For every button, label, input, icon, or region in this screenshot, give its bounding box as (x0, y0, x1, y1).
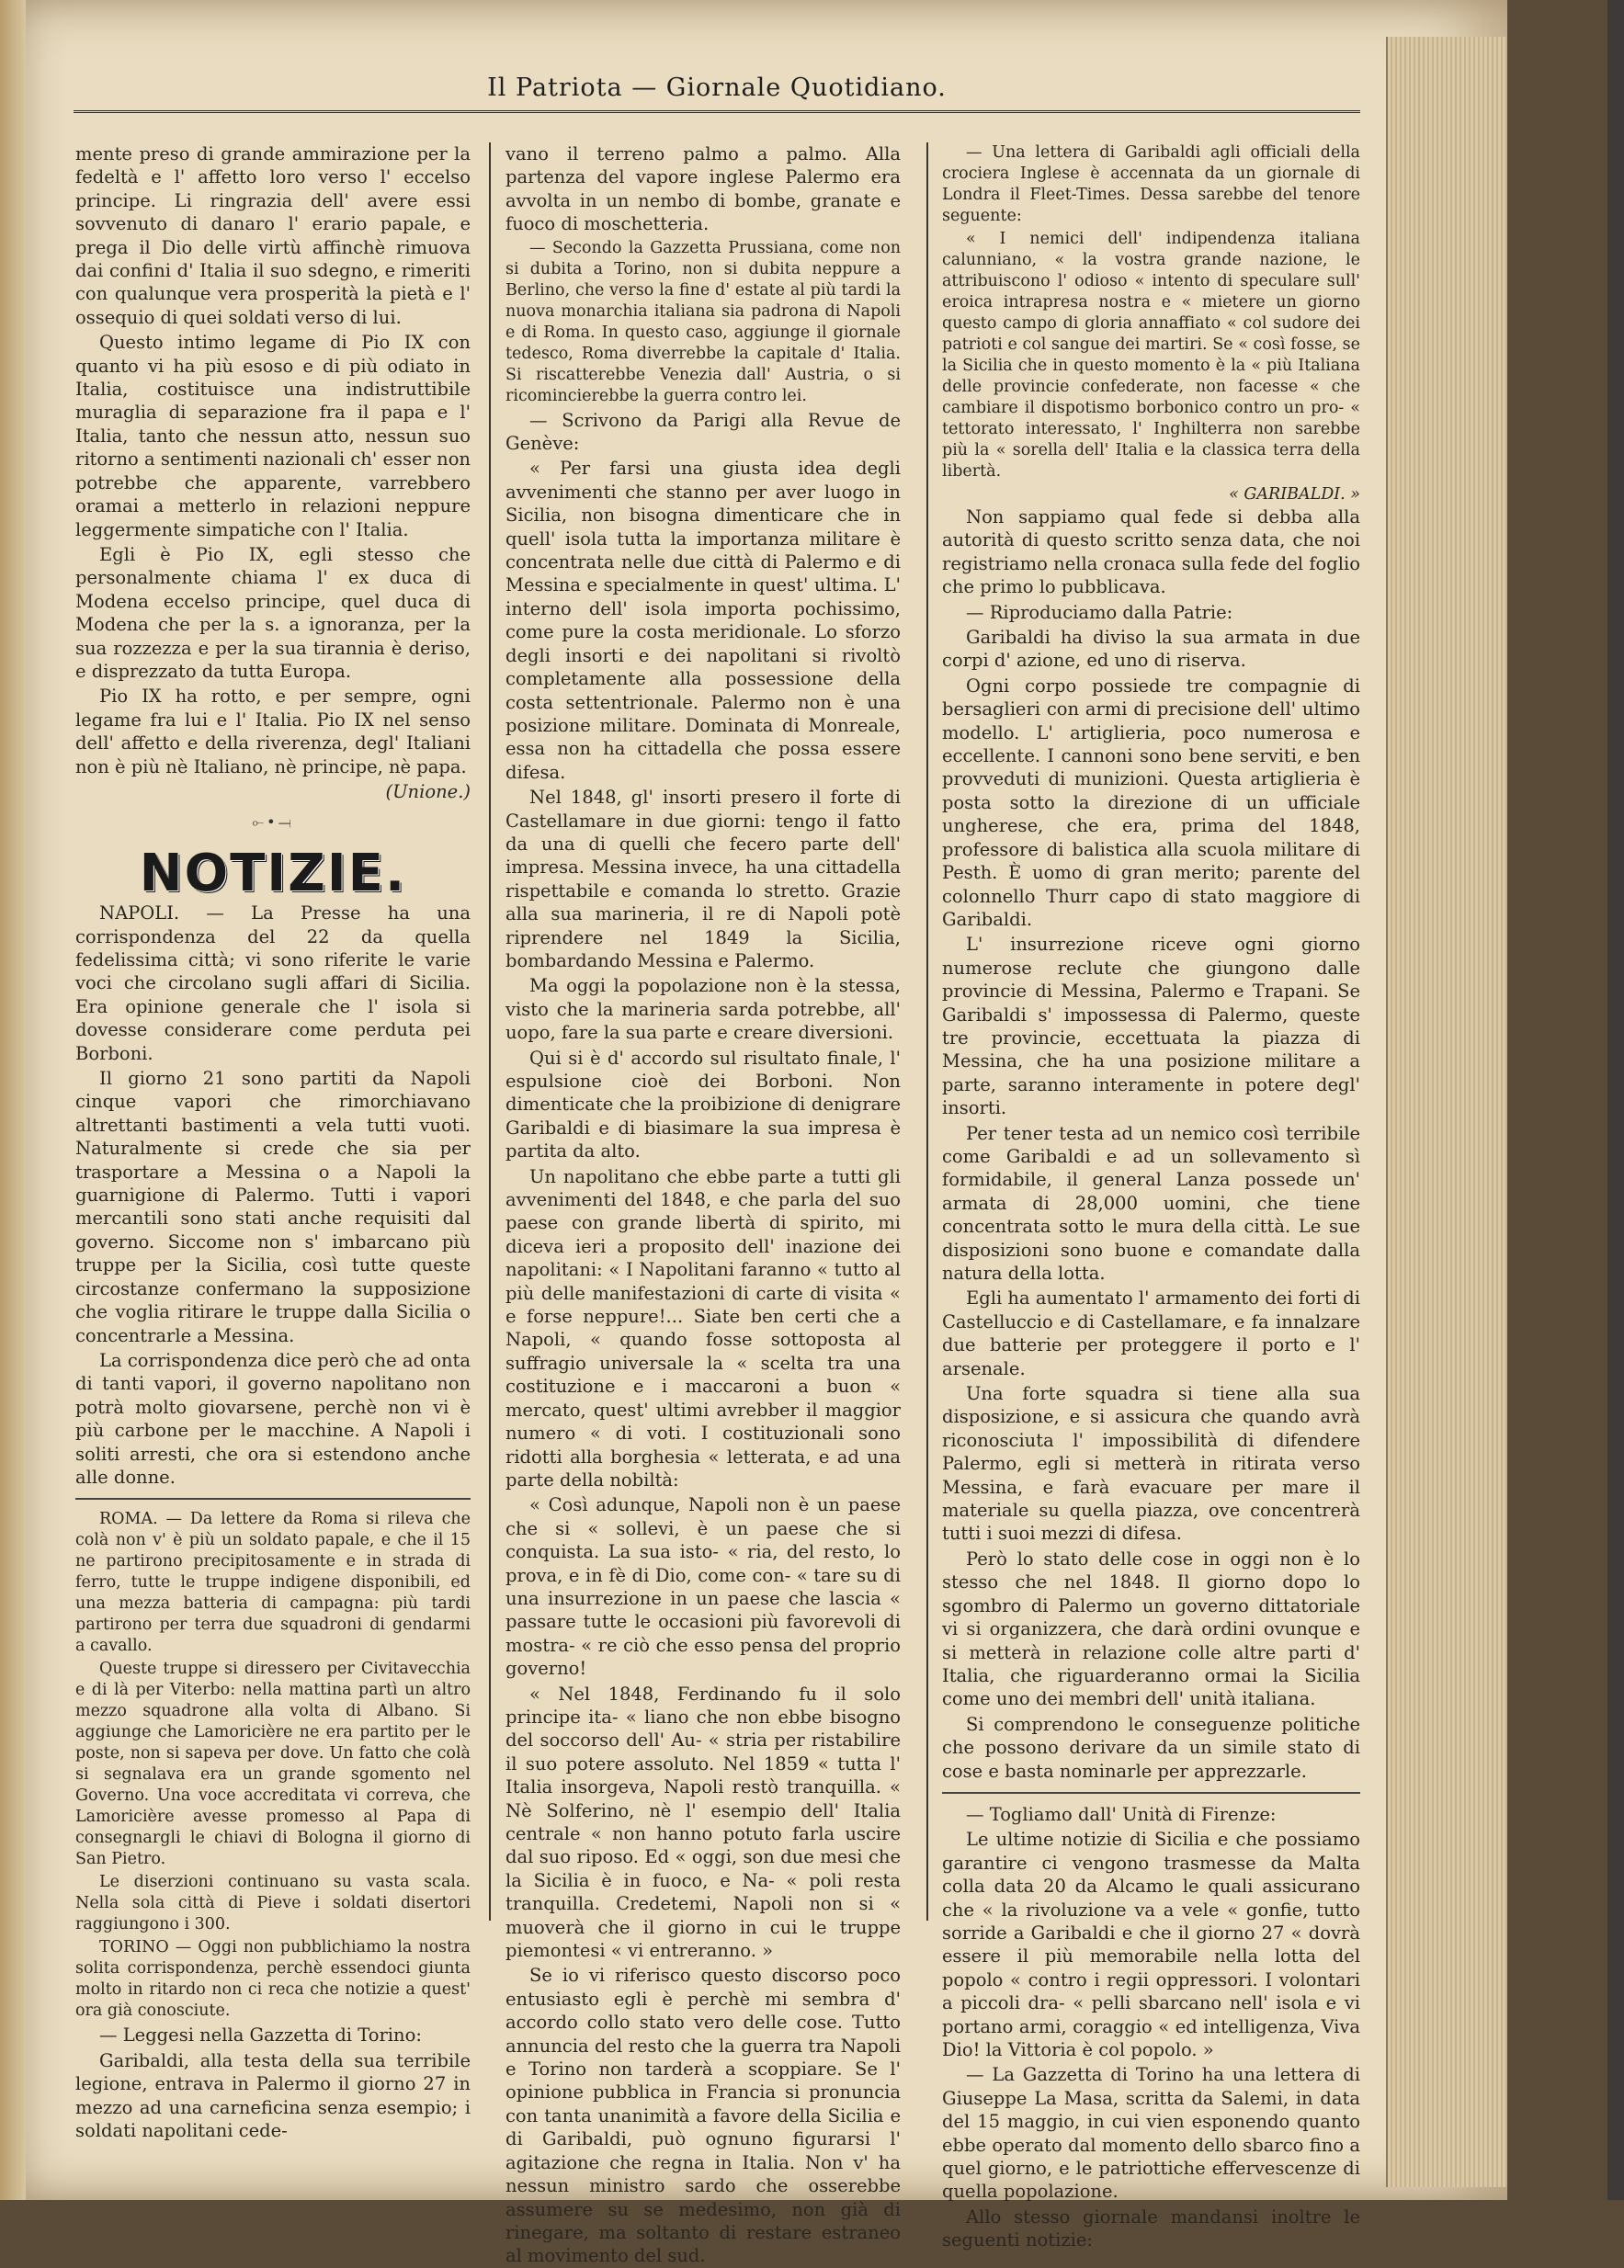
paragraph: La corrispondenza dice però che ad onta di tanti vapori, il governo napolitano non potrà molto giovarsene, perchè non vi è più carbone per le macchine. A Napoli i soliti arresti, che ora si estendono anche alle donne. (75, 1349, 471, 1488)
paragraph: Il giorno 21 sono partiti da Napoli cinque vapori che rimorchiavano altrettanti bastimenti a vela tutti vuoti. Naturalmente si crede che sia per trasportare a Messina o a Napoli la guarnigione di Palermo. Tutti i vapori mercantili sono stati anche requisiti dal governo. Siccome non s' imbarcano più truppe per la Sicilia, così tutte queste circostanze confermano la supposizione che voglia ritirare le truppe dalla Sicilia o concentrarle a Messina. (75, 1068, 471, 1346)
paragraph: ROMA. — Da lettere da Roma si rileva che colà non v' è più un soldato papale, e che il 15 ne partirono precipitosamente e in strada di ferro, tutte le truppe indigene disponibili, ed una mezza batteria di campagna: più tardi partirono per terra due squadroni di gendarmi a cavallo. (75, 1510, 471, 1656)
paragraph: — La Gazzetta di Torino ha una lettera di Giuseppe La Masa, scritta da Salemi, in data del 15 maggio, in cui vien esponendo quanto ebbe operato dal momento dello sbarco fino a quel giorno, e le patriottiche effervescenze di quella popolazione. (942, 2064, 1360, 2203)
paragraph: Allo stesso giornale mandansi inoltre le seguenti notizie: (942, 2206, 1360, 2251)
paragraph: « Così adunque, Napoli non è un paese che si « sollevi, è un paese che si conquista. La sua isto- « ria, del resto, lo prova, e in fè di Dio, come con- « tare su di una insurrezione in un paese che lascia « passare tutte le occasioni più favorevoli di mostra- « re ciò che esso pensa del proprio governo! (505, 1494, 901, 1680)
column-3 (942, 142, 1360, 2251)
paragraph: Ma oggi la popolazione non è la stessa, visto che la marineria sarda potrebbe, all' uopo, fare la sua parte e creare diversioni. (505, 975, 901, 1044)
paragraph: Però lo stato delle cose in oggi non è lo stesso che nel 1848. Il giorno dopo lo sgombro di Palermo un governo dittatoriale vi si organizzera, che darà ordini ovunque e si metterà in relazione colle altre parti d' Italia, che riguarderanno ormai la Sicilia come uno dei membri dell' unità italiana. (942, 1548, 1360, 1710)
paragraph: Un napolitano che ebbe parte a tutti gli avvenimenti del 1848, e che parla del suo paese con grande libertà di spirito, mi diceva ieri a proposito dell' inazione dei napolitani: « I Napolitani faranno « tutto al più delle manifestazioni di carte di visita « e forse neppure!... Siate ben certi che a Napoli, « quando fosse sottoposta al suffragio universale la « scelta tra una costituzione e i maccaroni a buon « mercato, quest' ultimi avrebber il maggior numero « di voti. I costituzionali sono ridotti alla borghesia « letterata, e ad una parte della nobiltà: (505, 1165, 901, 1491)
paragraph: Garibaldi ha diviso la sua armata in due corpi d' azione, ed uno di riserva. (942, 627, 1360, 672)
column-divider (926, 142, 928, 1921)
section-heading: NOTIZIE. (139, 843, 407, 903)
paragraph: Una forte squadra si tiene alla sua disposizione, e si assicura che quando avrà riconosciuta l' impossibilità di difendere Palermo, egli si metterà in ritirata verso Messina, e farà evacuare per mare il materiale su quella piazza, ove concentrerà tutti i suoi mezzi di difesa. (942, 1383, 1360, 1545)
paragraph: Egli ha aumentato l' armamento dei forti di Castelluccio e di Castellamare, e fa innalzare due batterie per proteggere il porto e l' arsenale. (942, 1287, 1360, 1379)
paragraph: Queste truppe si diressero per Civitavecchia e di là per Viterbo: nella mattina partì un altro mezzo squadrone alla volta di Albano. Si aggiunge che Lamoricière ne era partito per le poste, non si sapeva per dove. Un fatto che colà si segnalava era un grande sgomento nel Governo. Una voce accreditata vi correva, che Lamoricière avesse promesso al Papa di consegnargli le chiavi di Bologna il giorno di San Pietro. (75, 1660, 471, 1869)
column-2 (505, 142, 901, 2267)
masthead-title: Il Patriota — Giornale Quotidiano. (487, 74, 947, 102)
column-1 (75, 142, 471, 2141)
paragraph: « Per farsi una giusta idea degli avvenimenti che stanno per aver luogo in Sicilia, non bisogna dimenticare che in quell' isola tutta la importanza militare è concentrata nelle due città di Palermo e di Messina e specialmente in quest' ultima. L' interno dell' isola importa pochissimo, come pure la costa meridionale. Lo sforzo degli insorti e dei napolitani si rivoltò completamente alla possessione della costa settentrionale. Palermo non è una posizione militare. Dominata di Monreale, essa non ha cittadella che possa essere difesa. (505, 458, 901, 783)
paragraph: Egli è Pio IX, egli stesso che personalmente chiama l' ex duca di Modena eccelso principe, quel duca di Modena che per la s. a ignoranza, per la sua rozzezza e per la sua tirannia è deriso, e disprezzato da tutta Europa. (75, 543, 471, 682)
paragraph: « I nemici dell' indipendenza italiana calunniano, « la vostra grande nazione, le attribuiscono l' odioso « intento di speculare sull' eroica intrapresa nostra e « mietere un giorno questo campo di gloria annaffiato « col sudore dei patrioti e col sangue dei martiri. Se « così fosse, se la Sicilia che in questo momento è la « più Italiana delle provincie confederate, non facesse « che cambiare il dispotismo borbonico contro un pro- « tettorato interessato, l' Inghilterra non sarebbe più la « sorella dell' Italia e la classica terra della libertà. (942, 230, 1360, 481)
paragraph: Non sappiamo qual fede si debba alla autorità di questo scritto senza data, che noi registriamo nella cronaca sulla fede del foglio che primo lo pubblicava. (942, 506, 1360, 598)
paragraph: Qui si è d' accordo sul risultato finale, l' espulsione cioè dei Borboni. Non dimenticate che la proibizione di denigrare Garibaldi e di biasimare la sua impresa è partita da alto. (505, 1047, 901, 1162)
paragraph: Le ultime notizie di Sicilia e che possiamo garantire ci vengono trasmesse da Malta colla data 20 da Alcamo le quali assicurano che « la rivoluzione va a vele « gonfie, tutto sorride a Garibaldi e che il giorno 27 « dovrà essere il più memorabile nella lotta del popolo « contro i regii oppressori. I volontari a piccoli dra- « pelli sbarcano nell' isola e vi portano armi, coraggio « ed intelligenza, Viva Dio! la Vittoria è col popolo. » (942, 1829, 1360, 2060)
source-credit: (Unione.) (385, 780, 471, 802)
paragraph: — Leggesi nella Gazzetta di Torino: (99, 2024, 422, 2047)
paragraph: Questo intimo legame di Pio IX con quanto vi ha più esoso e di più odiato in Italia, costituisce una indistruttibile muraglia di separazione fra il papa e l' Italia, tanto che nessun atto, nessun suo ritorno a sentimenti nazionali ch' esser non potrebbe che apparente, varrebbero oramai a metterlo in relazioni neppure leggermente simpatiche con l' Italia. (75, 332, 471, 540)
page-header (74, 64, 1360, 113)
paragraph: Nel 1848, gl' insorti presero il forte di Castellamare in due giorni: tengo il fatto da una di quelli che fecero parte dell' impresa. Messina invece, ha una cittadella rispettabile e comanda lo stretto. Grazie alla sua marineria, il re di Napoli potè riprendere nel 1849 la Sicilia, bombardando Messina e Palermo. (505, 787, 901, 971)
binding-fold (0, 0, 26, 2200)
paragraph: Pio IX ha rotto, e per sempre, ogni legame fra lui e l' Italia. Pio IX nel senso dell' affetto e della riverenza, degl' Italiani non è più nè Italiano, nè principe, nè papa. (75, 686, 471, 777)
signature: « GARIBALDI. » (1229, 485, 1360, 504)
paragraph: — Secondo la Gazzetta Prussiana, come non si dubita a Torino, non si dubita neppure a Berlino, che verso la fine d' estate al più tardi la nuova monarchia italiana sia padrona di Napoli e di Roma. In questo caso, aggiunge il giornale tedesco, Roma diverrebbe la capitale d' Italia. Si riscatterebbe Venezia dall' Austria, o si ricomincierebbe la guerra contro lei. (505, 238, 901, 405)
paragraph: — Riproduciamo dalla Patrie: (966, 601, 1233, 623)
paragraph: mente preso di grande ammirazione per la fedeltà e l' affetto loro verso l' eccelso principe. Li ringrazia dell' avere essi sovvenuto di danaro l' erario papale, e prega il Dio delle virtù affinchè rimuova dai confini d' Italia il suo sdegno, e rimeriti con qualunque vera prosperità la pietà e l' ossequio di quei soldati verso di lui. (75, 143, 471, 328)
paragraph: — Togliamo dall' Unità di Firenze: (966, 1803, 1277, 1825)
paragraph: « Nel 1848, Ferdinando fu il solo principe ita- « liano che non ebbe bisogno del soccorso dell' Au- « stria per ristabilire il suo potere assoluto. Nel 1859 « tutta l' Italia insorgeva, Napoli restò tranquilla. « Nè Solferino, nè l' esempio dell' Italia centrale « non hanno potuto farla uscire dal suo riposo. Ed « oggi, son due mesi che la Sicilia è in fuoco, e Na- « poli resta tranquilla. Credetemi, Napoli non si « muoverà che il giorno in cui le truppe piemontesi « vi entreranno. » (505, 1683, 901, 1962)
paragraph: Si comprendono le conseguenze politiche che possono derivare da un simile stato di cose e basta nominarle per apprezzarle. (942, 1713, 1360, 1782)
paragraph: — Scrivono da Parigi alla Revue de Genève: (505, 409, 901, 455)
paragraph: NAPOLI. — La Presse ha una corrispondenza del 22 da quella fedelissima città; vi sono riferite le varie voci che circolano sugli affari di Sicilia. Era opinione generale che l' isola si dovesse considerare come perduta pei Borboni. (75, 902, 471, 1064)
paragraph: — Una lettera di Garibaldi agli officiali della crociera Inglese è accennata da un giornale di Londra il Fleet-Times. Dessa sarebbe del tenore seguente: (942, 143, 1360, 225)
book-cover-edge (1607, 0, 1624, 2200)
paragraph: Garibaldi, alla testa della sua terribile legione, entrava in Palermo il giorno 27 in mezzo ad una carneficina senza esempio; i soldati napolitani cede- (75, 2049, 471, 2141)
paragraph: L' insurrezione riceve ogni giorno numerose reclute che giungono dalle provincie di Messina, Palermo e Trapani. Se Garibaldi s' impossessa di Palermo, queste tre provincie, eccettuata la piazza di Messina, che ha una posizione militare a parte, saranno interamente in potere degl' insorti. (942, 934, 1360, 1119)
paragraph: Ogni corpo possiede tre compagnie di bersaglieri con armi di precisione dell' ultimo modello. L' artiglieria, poco numerosa e eccellente. I cannoni sono bene serviti, e ben provveduti di munizioni. Questa artiglieria è posta sotto la direzione di un ufficiale ungherese, che era, prima del 1848, professore di balistica alla scuola militare di Pesth. È uomo di gran merito; parente del colonnello Thurr capo di stato maggiore di Garibaldi. (942, 675, 1360, 930)
section-rule (75, 1498, 471, 1500)
paragraph: TORINO — Oggi non pubblichiamo la nostra solita corrispondenza, perchè essendoci giunta molto in ritardo non ci reca che notizie a quest' ora già conosciute. (75, 1938, 471, 2021)
paragraph: Se io vi riferisco questo discorso poco entusiasto egli è perchè mi sembra d' accordo collo stato vero delle cose. Tutto annuncia del resto che la guerra tra Napoli e Torino non tarderà a scoppiare. Se l' opinione pubblica in Francia si pronuncia con tanta unanimità a favore della Sicilia e di Garibaldi, può ognuno figurarsi l' agitazione che regna in Italia. Non v' ha nessun ministro sardo che osserebbe assumere su se medesimo, non già di rinegare, ma soltanto di restare estraneo al movimento del sud. (505, 1965, 901, 2267)
page-stack-edge (1386, 37, 1507, 2187)
section-rule (942, 1792, 1360, 1794)
column-divider (489, 142, 491, 1921)
paragraph: Per tener testa ad un nemico così terribile come Garibaldi e ad un sollevamento sì formidabile, il general Lanza possede un' armata di 28,000 uomini, che tiene concentrata sotto le mura della città. Le sue disposizioni sono buone e comandate dalla natura della lotta. (942, 1122, 1360, 1284)
paragraph: Le diserzioni continuano su vasta scala. Nella sola città di Pieve i soldati disertori raggiungono i 300. (75, 1873, 471, 1934)
paragraph: vano il terreno palmo a palmo. Alla partenza del vapore inglese Palermo era avvolta in un nembo di bombe, granate e fuoco di moschetteria. (505, 143, 901, 235)
ornament-divider: ⟜•⟞ (252, 813, 294, 832)
